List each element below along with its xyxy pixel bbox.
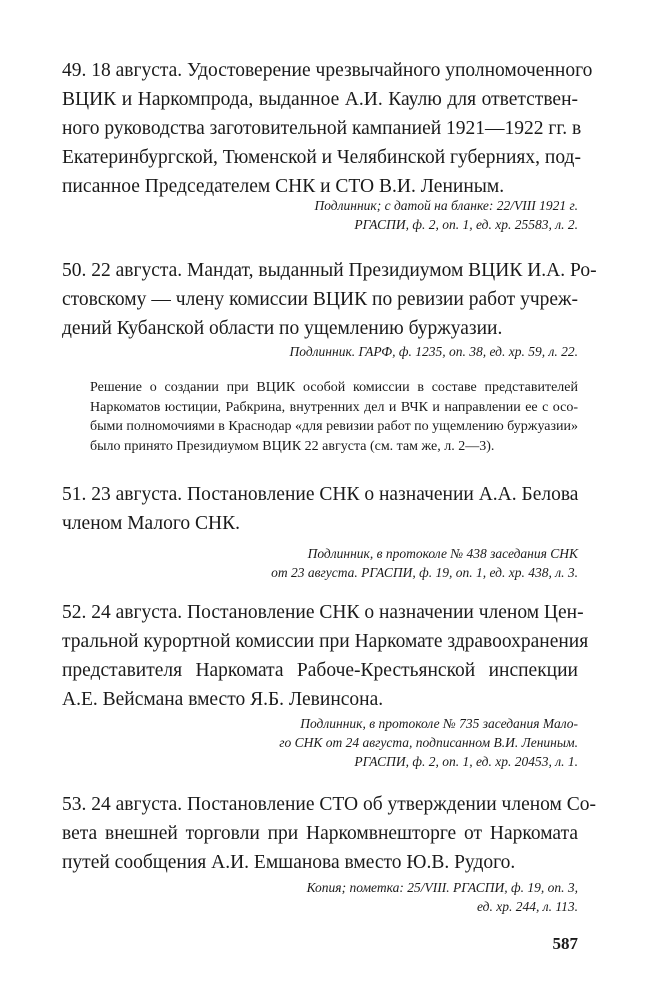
note-line: Решение о создании при ВЦИК особой комиссии в составе представителей	[90, 380, 578, 395]
entry-line: вета внешней торговли при Наркомвнешторге от Наркомата	[62, 823, 578, 844]
entry-line: 50. 22 августа. Мандат, выданный Президиумом ВЦИК И.А. Ро-	[62, 260, 597, 281]
editorial-note	[90, 378, 578, 456]
entry-line: Екатеринбургской, Тюменской и Челябинской губерниях, под-	[62, 147, 581, 168]
source-50	[178, 342, 578, 361]
entry-line: представителя Наркомата Рабоче-Крестьянской инспекции	[62, 660, 578, 681]
source-line: Подлинник, в протоколе № 735 заседания Мало-	[300, 716, 578, 731]
entry-line: ВЦИК и Наркомпрода, выданное А.И. Каулю для ответствен-	[62, 89, 578, 110]
entry-51	[62, 480, 578, 538]
source-line: ед. хр. 244, л. 113.	[477, 899, 578, 914]
note-line: Наркоматов юстиции, Рабкрина, внутренних дел и ВЧК и направлении ее с осо-	[90, 399, 578, 415]
source-49	[178, 196, 578, 234]
source-line: го СНК от 24 августа, подписанном В.И. Лениным.	[279, 735, 578, 750]
entry-line: ного руководства заготовительной кампанией 1921—1922 гг. в	[62, 118, 582, 139]
entry-line: А.Е. Вейсмана вместо Я.Б. Левинсона.	[62, 689, 384, 710]
note-line: быми полномочиями в Краснодар «для ревизии работ по ущемлению буржуазии»	[90, 419, 578, 434]
source-line: Подлинник; с датой на бланке: 22/VIII 1921 г.	[314, 198, 578, 213]
entry-line: 49. 18 августа. Удостоверение чрезвычайного уполномоченного	[62, 60, 593, 81]
source-line: РГАСПИ, ф. 2, оп. 1, ед. хр. 25583, л. 2.	[354, 217, 578, 232]
source-52	[178, 714, 578, 771]
page-number: 587	[552, 934, 578, 953]
source-53	[178, 878, 578, 916]
entry-line: тральной курортной комиссии при Наркомате здравоохранения	[62, 631, 589, 652]
note-line: было принято Президиумом ВЦИК 22 августа (см. там же, л. 2—3).	[90, 438, 495, 454]
source-line: РГАСПИ, ф. 2, оп. 1, ед. хр. 20453, л. 1.	[354, 754, 578, 769]
source-line: Подлинник, в протоколе № 438 заседания СНК	[307, 546, 578, 561]
entry-line: 51. 23 августа. Постановление СНК о назначении А.А. Белова	[62, 484, 579, 505]
entry-line: стовскому — члену комиссии ВЦИК по ревизии работ учреж-	[62, 289, 578, 310]
entry-line: 53. 24 августа. Постановление СТО об утверждении членом Со-	[62, 794, 597, 815]
source-51	[178, 544, 578, 582]
entry-line: членом Малого СНК.	[62, 513, 240, 534]
entry-53	[62, 790, 597, 877]
source-line: Подлинник. ГАРФ, ф. 1235, оп. 38, ед. хр. 59, л. 22.	[289, 344, 578, 359]
source-line: от 23 августа. РГАСПИ, ф. 19, оп. 1, ед. хр. 438, л. 3.	[271, 565, 578, 580]
entry-line: 52. 24 августа. Постановление СНК о назначении членом Цен-	[62, 602, 584, 623]
entry-50	[62, 256, 597, 343]
entry-52	[62, 598, 589, 714]
entry-line: писанное Председателем СНК и СТО В.И. Лениным.	[62, 176, 505, 197]
entry-49	[62, 56, 593, 201]
source-line: Копия; пометка: 25/VIII. РГАСПИ, ф. 19, оп. 3,	[306, 880, 578, 895]
entry-line: дений Кубанской области по ущемлению буржуазии.	[62, 318, 503, 339]
entry-line: путей сообщения А.И. Емшанова вместо Ю.В. Рудого.	[62, 852, 516, 873]
